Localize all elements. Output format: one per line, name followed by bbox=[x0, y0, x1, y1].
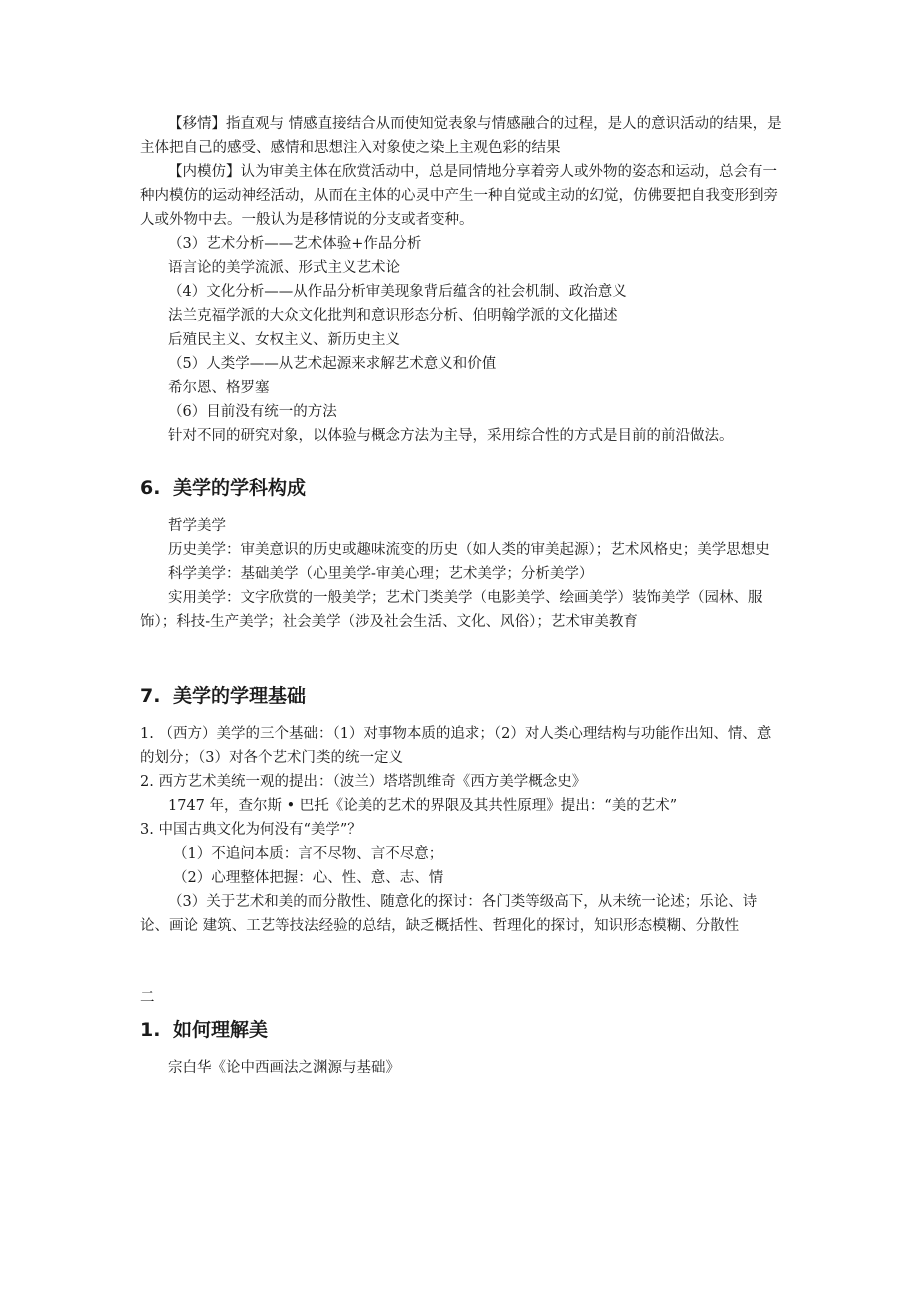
part-2-marker: 二 bbox=[140, 990, 155, 1006]
paragraph-scientific-aesthetics: 科学美学：基础美学（心里美学-审美心理；艺术美学；分析美学） bbox=[168, 566, 594, 582]
sub-item-3: （3）关于艺术和美的而分散性、随意化的探讨：各门类等级高下，从未统一论述；乐论、诗论、画论 建筑、工艺等技法经验的总结，缺乏概括性、哲理化的探讨，知识形态模糊、分散性 bbox=[140, 894, 758, 934]
line-frankfurt-school: 法兰克福学派的大众文化批判和意识形态分析、伯明翰学派的文化描述 bbox=[168, 308, 618, 324]
line-zong-baihua: 宗白华《论中西画法之渊源与基础》 bbox=[168, 1060, 400, 1076]
part-2-section-1-heading bbox=[140, 1016, 785, 1044]
line-cultural-analysis: （4）文化分析——从作品分析审美现象背后蕴含的社会机制、政治意义 bbox=[168, 284, 627, 300]
document-body bbox=[140, 112, 785, 1080]
item-1-three-foundations: 1. （西方）美学的三个基础：（1）对事物本质的追求；（2）对人类心理结构与功能作出知、情、意的划分；（3）对各个艺术门类的统一定义 bbox=[140, 726, 772, 766]
section-7-title: 美学的学理基础 bbox=[173, 685, 307, 707]
part-2-section-1-title: 如何理解美 bbox=[173, 1019, 269, 1041]
item-2-unified-view: 2. 西方艺术美统一观的提出：（波兰）塔塔凯维奇《西方美学概念史》 bbox=[140, 774, 587, 790]
item-3-question: 3. 中国古典文化为何没有“美学”？ bbox=[140, 822, 362, 838]
line-postcolonialism: 后殖民主义、女权主义、新历史主义 bbox=[168, 332, 400, 348]
sub-item-2: （2）心理整体把握：心、性、意、志、情 bbox=[173, 870, 444, 886]
item-2-batteux: 1747 年，查尔斯 • 巴托《论美的艺术的界限及其共性原理》提出：“美的艺术” bbox=[168, 798, 678, 814]
line-hirn-grosse: 希尔恩、格罗塞 bbox=[168, 380, 270, 396]
paragraph-philosophical-aesthetics: 哲学美学 bbox=[168, 518, 226, 534]
paragraph-historical-aesthetics: 历史美学：审美意识的历史或趣味流变的历史（如人类的审美起源）；艺术风格史；美学思想史 bbox=[168, 542, 770, 558]
part-2-section-1-number: 1. bbox=[140, 1019, 161, 1041]
paragraph-yiqing: 【移情】指直观与 情感直接结合从而使知觉表象与情感融合的过程，是人的意识活动的结果，是主体把自己的感受、感情和思想注入对象使之染上主观色彩的结果 bbox=[140, 116, 782, 156]
section-6-title: 美学的学科构成 bbox=[173, 477, 307, 499]
line-anthropology: （5）人类学——从艺术起源来求解艺术意义和价值 bbox=[168, 356, 497, 372]
section-7-number: 7. bbox=[140, 685, 161, 707]
section-6-number: 6. bbox=[140, 477, 161, 499]
line-no-unified-method: （6）目前没有统一的方法 bbox=[168, 404, 337, 420]
line-art-analysis: （3）艺术分析——艺术体验+作品分析 bbox=[168, 236, 422, 252]
section-7-heading bbox=[140, 682, 785, 710]
section-6-heading bbox=[140, 474, 785, 502]
line-frontier-approach: 针对不同的研究对象，以体验与概念方法为主导，采用综合性的方式是目前的前沿做法。 bbox=[168, 428, 734, 444]
line-language-schools: 语言论的美学流派、形式主义艺术论 bbox=[168, 260, 400, 276]
paragraph-neimofang: 【内模仿】认为审美主体在欣赏活动中，总是同情地分享着旁人或外物的姿态和运动，总会有一种内模仿的运动神经活动，从而在主体的心灵中产生一种自觉或主动的幻觉，仿佛要把自我变形到旁人或外物中去。一般认为是移情说的分支或者变种。 bbox=[140, 164, 778, 228]
paragraph-applied-aesthetics: 实用美学：文字欣赏的一般美学；艺术门类美学（电影美学、绘画美学）装饰美学（园林、服饰）；科技-生产美学；社会美学（涉及社会生活、文化、风俗）；艺术审美教育 bbox=[140, 590, 763, 630]
sub-item-1: （1）不追问本质：言不尽物、言不尽意； bbox=[173, 846, 444, 862]
